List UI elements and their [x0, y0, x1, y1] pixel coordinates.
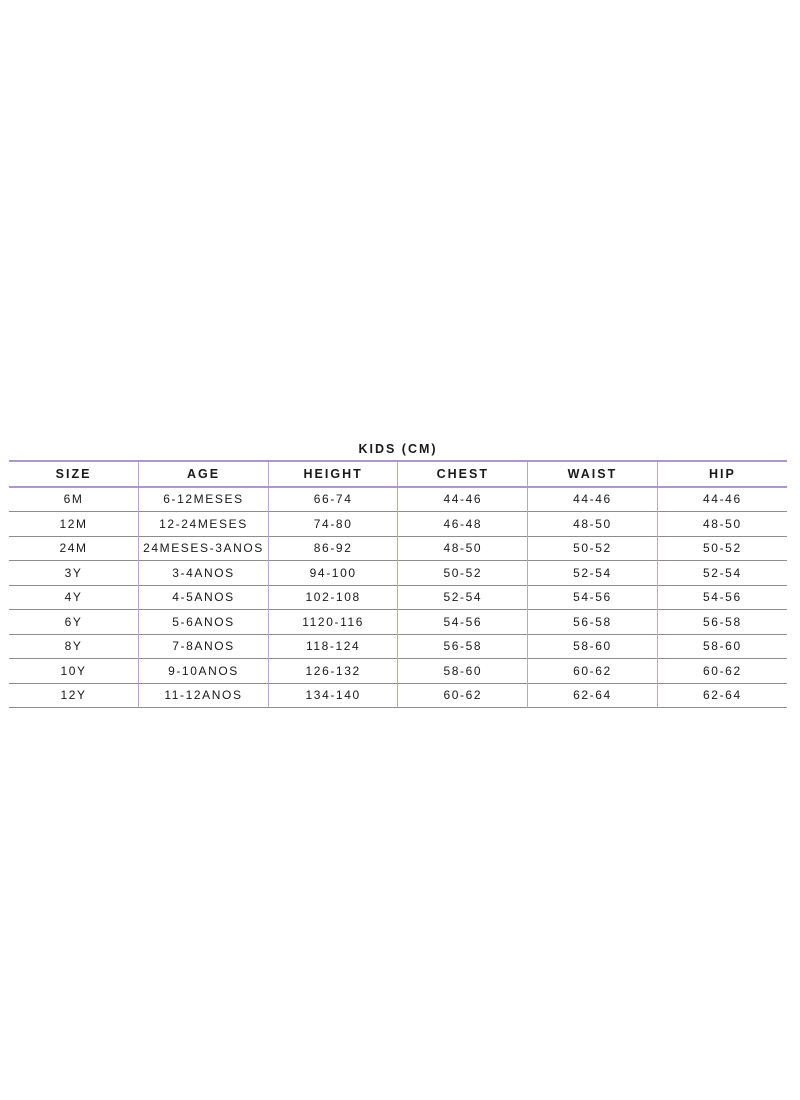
cell-age: 4-5ANOS	[139, 585, 269, 610]
cell-hip: 56-58	[657, 610, 787, 635]
cell-height: 1120-116	[268, 610, 398, 635]
cell-height: 126-132	[268, 659, 398, 684]
table-row	[9, 683, 787, 708]
cell-chest: 56-58	[398, 634, 528, 659]
cell-size: 3Y	[9, 561, 139, 586]
column-header-hip: HIP	[657, 461, 787, 487]
cell-waist: 44-46	[528, 487, 658, 512]
cell-size: 24M	[9, 536, 139, 561]
table-row	[9, 536, 787, 561]
cell-hip: 52-54	[657, 561, 787, 586]
column-header-height: HEIGHT	[268, 461, 398, 487]
cell-height: 94-100	[268, 561, 398, 586]
cell-hip: 50-52	[657, 536, 787, 561]
cell-age: 7-8ANOS	[139, 634, 269, 659]
column-header-age: AGE	[139, 461, 269, 487]
cell-chest: 50-52	[398, 561, 528, 586]
cell-hip: 48-50	[657, 512, 787, 537]
table-row	[9, 610, 787, 635]
table-row	[9, 561, 787, 586]
cell-height: 66-74	[268, 487, 398, 512]
cell-age: 11-12ANOS	[139, 683, 269, 708]
cell-size: 12Y	[9, 683, 139, 708]
cell-size: 12M	[9, 512, 139, 537]
cell-size: 8Y	[9, 634, 139, 659]
cell-size: 6Y	[9, 610, 139, 635]
column-header-chest: CHEST	[398, 461, 528, 487]
cell-age: 12-24MESES	[139, 512, 269, 537]
cell-chest: 52-54	[398, 585, 528, 610]
cell-chest: 60-62	[398, 683, 528, 708]
cell-chest: 46-48	[398, 512, 528, 537]
table-row	[9, 659, 787, 684]
cell-height: 134-140	[268, 683, 398, 708]
cell-hip: 58-60	[657, 634, 787, 659]
cell-hip: 60-62	[657, 659, 787, 684]
cell-hip: 62-64	[657, 683, 787, 708]
cell-waist: 50-52	[528, 536, 658, 561]
cell-chest: 48-50	[398, 536, 528, 561]
cell-height: 86-92	[268, 536, 398, 561]
cell-chest: 44-46	[398, 487, 528, 512]
size-table	[9, 460, 787, 708]
cell-age: 9-10ANOS	[139, 659, 269, 684]
cell-height: 102-108	[268, 585, 398, 610]
cell-waist: 48-50	[528, 512, 658, 537]
cell-chest: 54-56	[398, 610, 528, 635]
cell-size: 6M	[9, 487, 139, 512]
table-header	[9, 461, 787, 487]
cell-age: 3-4ANOS	[139, 561, 269, 586]
cell-age: 24MESES-3ANOS	[139, 536, 269, 561]
table-row	[9, 585, 787, 610]
cell-waist: 58-60	[528, 634, 658, 659]
cell-age: 5-6ANOS	[139, 610, 269, 635]
table-body	[9, 487, 787, 708]
cell-size: 10Y	[9, 659, 139, 684]
size-chart	[9, 438, 787, 708]
chart-title: KIDS (CM)	[358, 442, 438, 456]
cell-waist: 60-62	[528, 659, 658, 684]
header-row	[9, 461, 787, 487]
cell-size: 4Y	[9, 585, 139, 610]
cell-height: 118-124	[268, 634, 398, 659]
cell-waist: 52-54	[528, 561, 658, 586]
table-row	[9, 634, 787, 659]
cell-chest: 58-60	[398, 659, 528, 684]
cell-waist: 62-64	[528, 683, 658, 708]
column-header-size: SIZE	[9, 461, 139, 487]
table-row	[9, 487, 787, 512]
cell-hip: 44-46	[657, 487, 787, 512]
cell-waist: 54-56	[528, 585, 658, 610]
table-row	[9, 512, 787, 537]
cell-hip: 54-56	[657, 585, 787, 610]
cell-height: 74-80	[268, 512, 398, 537]
column-header-waist: WAIST	[528, 461, 658, 487]
cell-waist: 56-58	[528, 610, 658, 635]
cell-age: 6-12MESES	[139, 487, 269, 512]
